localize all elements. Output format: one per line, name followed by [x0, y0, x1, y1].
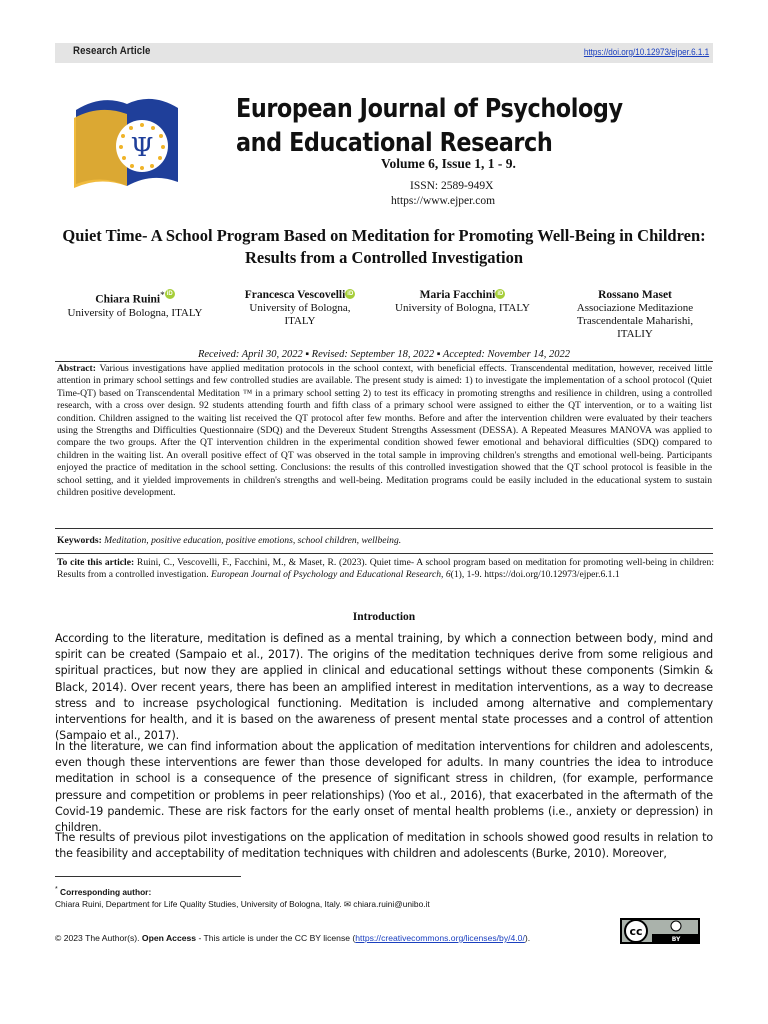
article-type-bar [55, 43, 713, 63]
corresponding-mark: * [160, 290, 165, 300]
keywords-text: Meditation, positive education, positive emotions, school children, wellbeing. [104, 535, 402, 546]
person-icon [671, 921, 681, 931]
license-middle: - This article is under the CC BY license ( [196, 933, 356, 943]
envelope-icon: ✉ [343, 899, 351, 909]
footnote-mark: * [55, 886, 58, 893]
article-title: Quiet Time- A School Program Based on Meditation for Promoting Well-Being in Children: Results from a Controlled Investigation [62, 226, 706, 267]
journal-issn: ISSN: 2589-949X [410, 180, 494, 192]
footnote-body: Chiara Ruini, Department for Life Quality Studies, University of Bologna, Italy. [55, 899, 342, 909]
orcid-icon[interactable]: iD [347, 291, 354, 297]
author-block [385, 289, 540, 315]
by-label: BY [671, 936, 681, 943]
copyright: © 2023 The Author(s). [55, 933, 142, 943]
author-affiliation: University of Bologna, ITALY [395, 302, 530, 314]
license-link[interactable]: https://creativecommons.org/licenses/by/4.0/ [355, 933, 525, 943]
journal-volume: Volume 6, Issue 1, 1 - 9. [381, 156, 516, 171]
citation-text: Ruini, C., Vescovelli, F., Facchini, M., & Maset, R. (2023). Quiet time- A school program based on meditation for promoting well-being in children: Results from a controlled investigation. [57, 557, 714, 581]
abstract [57, 363, 712, 499]
doi-link[interactable]: https://doi.org/10.12973/ejper.6.1.1 [583, 47, 709, 57]
orcid-icon[interactable]: iD [497, 291, 504, 297]
journal-title: European Journal of Psychology and Educational Research [236, 94, 623, 158]
footnote-divider [55, 876, 241, 877]
submission-dates: Received: April 30, 2022 ▪ Revised: September 18, 2022 ▪ Accepted: November 14, 2022 [197, 349, 571, 360]
author-block [55, 289, 215, 320]
orcid-icon[interactable]: iD [166, 291, 173, 297]
journal-logo [72, 88, 182, 188]
author-name: Rossano Maset [598, 289, 672, 301]
author-name: Francesca Vescovelli [244, 289, 346, 301]
body-paragraph: The results of previous pilot investigations on the application of meditation in schools showed good results in relation to the feasibility and acceptability of meditation techniques with children and adolescents (Burke, 2010). Moreover, [55, 831, 713, 861]
citation-label: To cite this article: [57, 557, 135, 568]
author-block [560, 289, 710, 341]
body-paragraph: According to the literature, meditation is defined as a mental training, by which a connection between body, mind and spirit can be created (Sampaio et al., 2017). The origins of the meditation techniques derive from some religious and spiritual practices, but now they are applied in clinical and educational settings without these components (Simkin & Black, 2014). Over recent years, there has been an amplified interest in meditation interventions, as a way to decrease stress and to increase psychological functioning. Meditation is included among alternative and complementary interventions for health, and it is based on the awareness of present mental state processes and a control of attention (Sampaio et al., 2017). [55, 632, 713, 743]
open-access-label: Open Access [141, 933, 197, 943]
article-type-label: Research Article [73, 45, 151, 57]
footnote-label: Corresponding author: [60, 886, 152, 897]
cc-by-badge[interactable] [620, 918, 700, 944]
footnote-heading [55, 886, 151, 897]
journal-url[interactable]: https://www.ejper.com [391, 195, 496, 207]
citation-divider [55, 553, 713, 554]
author-affiliation: University of Bologna, ITALY [249, 302, 351, 327]
license-suffix: ). [524, 933, 531, 943]
footnote-text [55, 899, 430, 909]
abstract-text: Various investigations have applied meditation protocols in the school context, with beneficial effects. Transcendental meditation, however, received little attention in primary school settings and few controlled studies are available. The present study is aimed: 1) to investigate the implementation of a school protocol (Quiet Time-QT) based on Transcendental Meditation ™ in a primary school setting 2) to test its efficacy in promoting strengths and resilience in children, using a controlled research, with a cross over design. 92 students attending fourth and fifth class of a primary school were assigned to either the QT intervention, or to a waiting list condition. Children assigned to the waiting list received the QT protocol after few months. Before and after the intervention children were evaluated by their teachers using the Strengths and Difficulties Questionnaire (SDQ) and the Devereux Student Strengths Assessment (DESSA). A Repeated Measures MANOVA was applied to compare the two groups. After the QT intervention children in the experimental condition showed fewer emotional and behavioral difficulties (SDQ) compared to children in the waiting list. An overall positive effect of QT was observed in the total sample in improving children's strengths and emotional well-being. Participants enjoyed the practice of meditation in the school setting. Conclusions: the results of this controlled investigation showed that the QT school protocol is feasible in the school setting, and it yielded improvements in children's strengths and well-being. Meditation programs could be easily included in the educational system to sustain children positive development. [57, 363, 713, 499]
keywords [57, 535, 712, 546]
author-name: Chiara Ruini [95, 293, 161, 306]
svg-text:Ψ: Ψ [130, 133, 154, 163]
license-text [55, 933, 530, 943]
citation-journal: European Journal of Psychology and Educational Research, 6 [211, 569, 451, 581]
abstract-label: Abstract: [57, 363, 96, 374]
keywords-label: Keywords: [57, 535, 102, 546]
citation-text-end: (1), 1-9. https://doi.org/10.12973/ejper.6.1.1 [450, 569, 620, 581]
author-affiliation: University of Bologna, ITALY [67, 306, 203, 319]
cc-icon: cc [629, 925, 643, 938]
body-paragraph: In the literature, we can find information about the application of meditation interventions for children and adolescents, even though these interventions are fewer than those developed for adults. In many countries the idea to introduce meditation in school is a consequence of the presence of significant stress in children, (for example, performance pressure and competition or problems in peer relationships) (Yoo et al., 2016), that exacerbated in the aftermath of the Covid-19 pandemic. These are risk factors for the early onset of mental health problems (i.e., anxiety or depression) in children. [55, 740, 713, 835]
author-name: Maria Facchini [419, 289, 496, 301]
author-block [220, 289, 380, 328]
author-email[interactable]: chiara.ruini@unibo.it [353, 899, 430, 909]
citation [57, 557, 714, 582]
author-affiliation: Associazione Meditazione Trascendentale Maharishi, ITALIY [576, 302, 694, 340]
section-heading: Introduction [352, 611, 416, 623]
